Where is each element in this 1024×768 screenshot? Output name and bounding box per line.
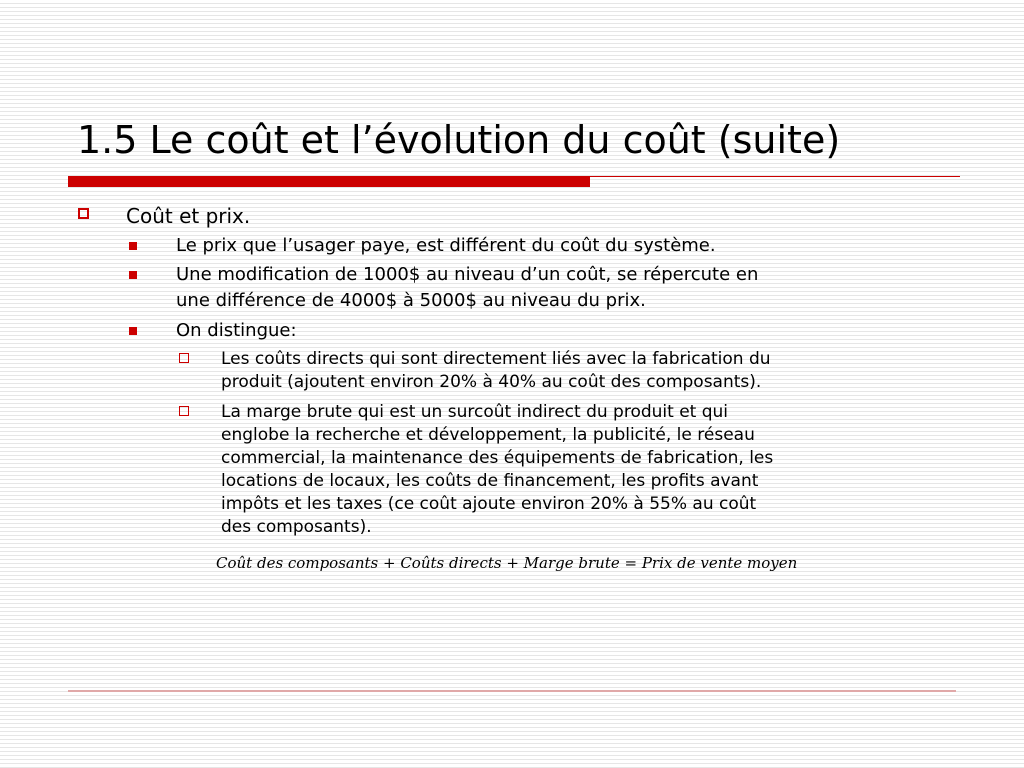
hollow-square-bullet-icon (179, 406, 189, 416)
bullet-text-line: produit (ajoutent environ 20% à 40% au coût des composants). (221, 372, 762, 392)
bullet-text: On distingue: (176, 320, 297, 341)
bullet-text-line: locations de locaux, les coûts de financement, les profits avant (221, 471, 759, 491)
solid-square-bullet-icon (129, 242, 137, 250)
footer-divider (68, 690, 956, 692)
bullet-text-line: englobe la recherche et développement, la publicité, le réseau (221, 425, 755, 445)
title-underline-thin (590, 176, 960, 177)
bullet-text-line: commercial, la maintenance des équipements de fabrication, les (221, 448, 774, 468)
bullet-text: Coût et prix. (126, 204, 251, 228)
bullet-text-line: Les coûts directs qui sont directement liés avec la fabrication du (221, 349, 771, 369)
bullet-text-line: des composants). (221, 517, 372, 537)
slide-title: 1.5 Le coût et l’évolution du coût (suite) (77, 118, 841, 162)
bullet-text-line: La marge brute qui est un surcoût indirect du produit et qui (221, 402, 729, 422)
solid-square-bullet-icon (129, 327, 137, 335)
bullet-text-line: Une modification de 1000$ au niveau d’un coût, se répercute en (176, 264, 759, 285)
bullet-text-line: une différence de 4000$ à 5000$ au niveau du prix. (176, 290, 646, 311)
hollow-square-bullet-icon (179, 353, 189, 363)
formula: Coût des composants + Coûts directs + Marge brute = Prix de vente moyen (216, 554, 798, 572)
title-underline-thick (68, 176, 590, 187)
solid-square-bullet-icon (129, 271, 137, 279)
hollow-square-bullet-icon (78, 208, 89, 219)
bullet-text: Le prix que l’usager paye, est différent du coût du système. (176, 235, 716, 256)
bullet-text-line: impôts et les taxes (ce coût ajoute environ 20% à 55% au coût (221, 494, 757, 514)
